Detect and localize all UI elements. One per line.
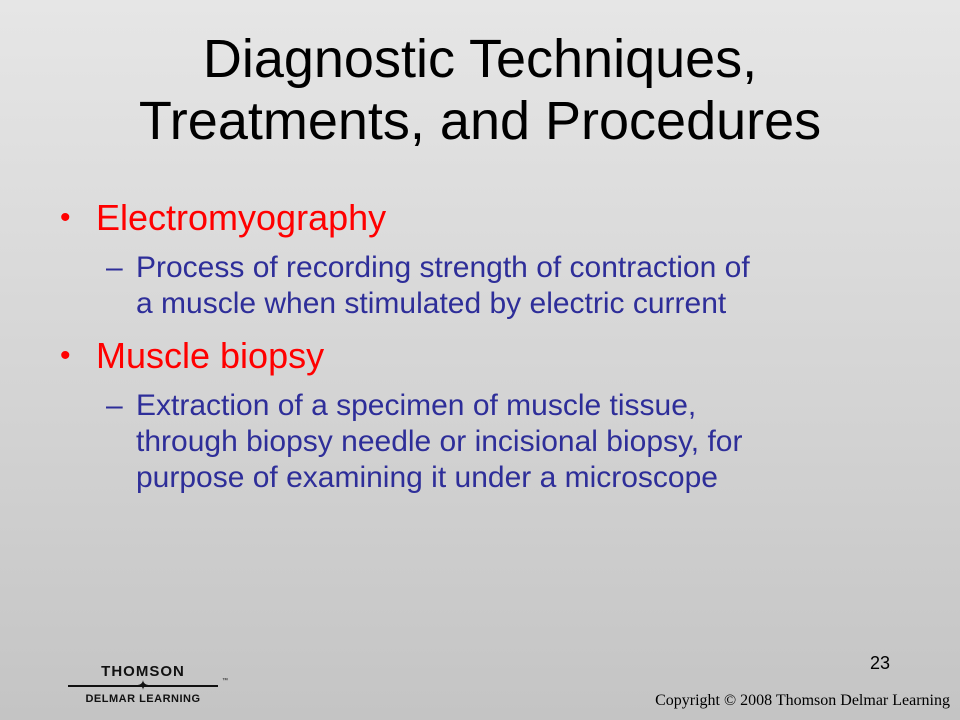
bullet-item-electromyography	[60, 196, 920, 240]
definition-line: through biopsy needle or incisional biopsy, for	[136, 425, 743, 458]
logo-divider	[68, 677, 218, 693]
logo-top-text: THOMSON	[101, 663, 185, 680]
dash-icon: –	[106, 389, 123, 422]
definition-line: Process of recording strength of contraction of	[136, 251, 750, 284]
page-number: 23	[869, 653, 890, 673]
definition-line: purpose of examining it under a microscope	[136, 461, 718, 494]
sub-bullet-muscle-biopsy	[60, 388, 920, 496]
trademark-mark: ™	[222, 678, 228, 684]
definition-line: Extraction of a specimen of muscle tissue,	[136, 389, 697, 422]
dash-icon: –	[106, 251, 123, 284]
slide-title-line-2: Treatments, and Procedures	[138, 91, 822, 151]
bullet-term: Muscle biopsy	[96, 335, 325, 376]
copyright-notice: Copyright © 2008 Thomson Delmar Learning	[655, 692, 950, 709]
bullet-term: Electromyography	[96, 197, 387, 238]
bullet-icon: •	[60, 339, 71, 372]
bullet-icon: •	[60, 201, 71, 234]
logo-bottom-text: DELMAR LEARNING	[85, 693, 201, 705]
slide-title-line-1: Diagnostic Techniques,	[202, 29, 758, 89]
bullet-item-muscle-biopsy	[60, 334, 920, 378]
star-icon: ✦	[137, 677, 149, 693]
slide-title	[0, 28, 960, 152]
thomson-delmar-logo	[68, 663, 228, 706]
slide-content	[60, 196, 920, 508]
sub-bullet-electromyography	[60, 250, 920, 322]
definition-line: a muscle when stimulated by electric current	[136, 287, 727, 320]
